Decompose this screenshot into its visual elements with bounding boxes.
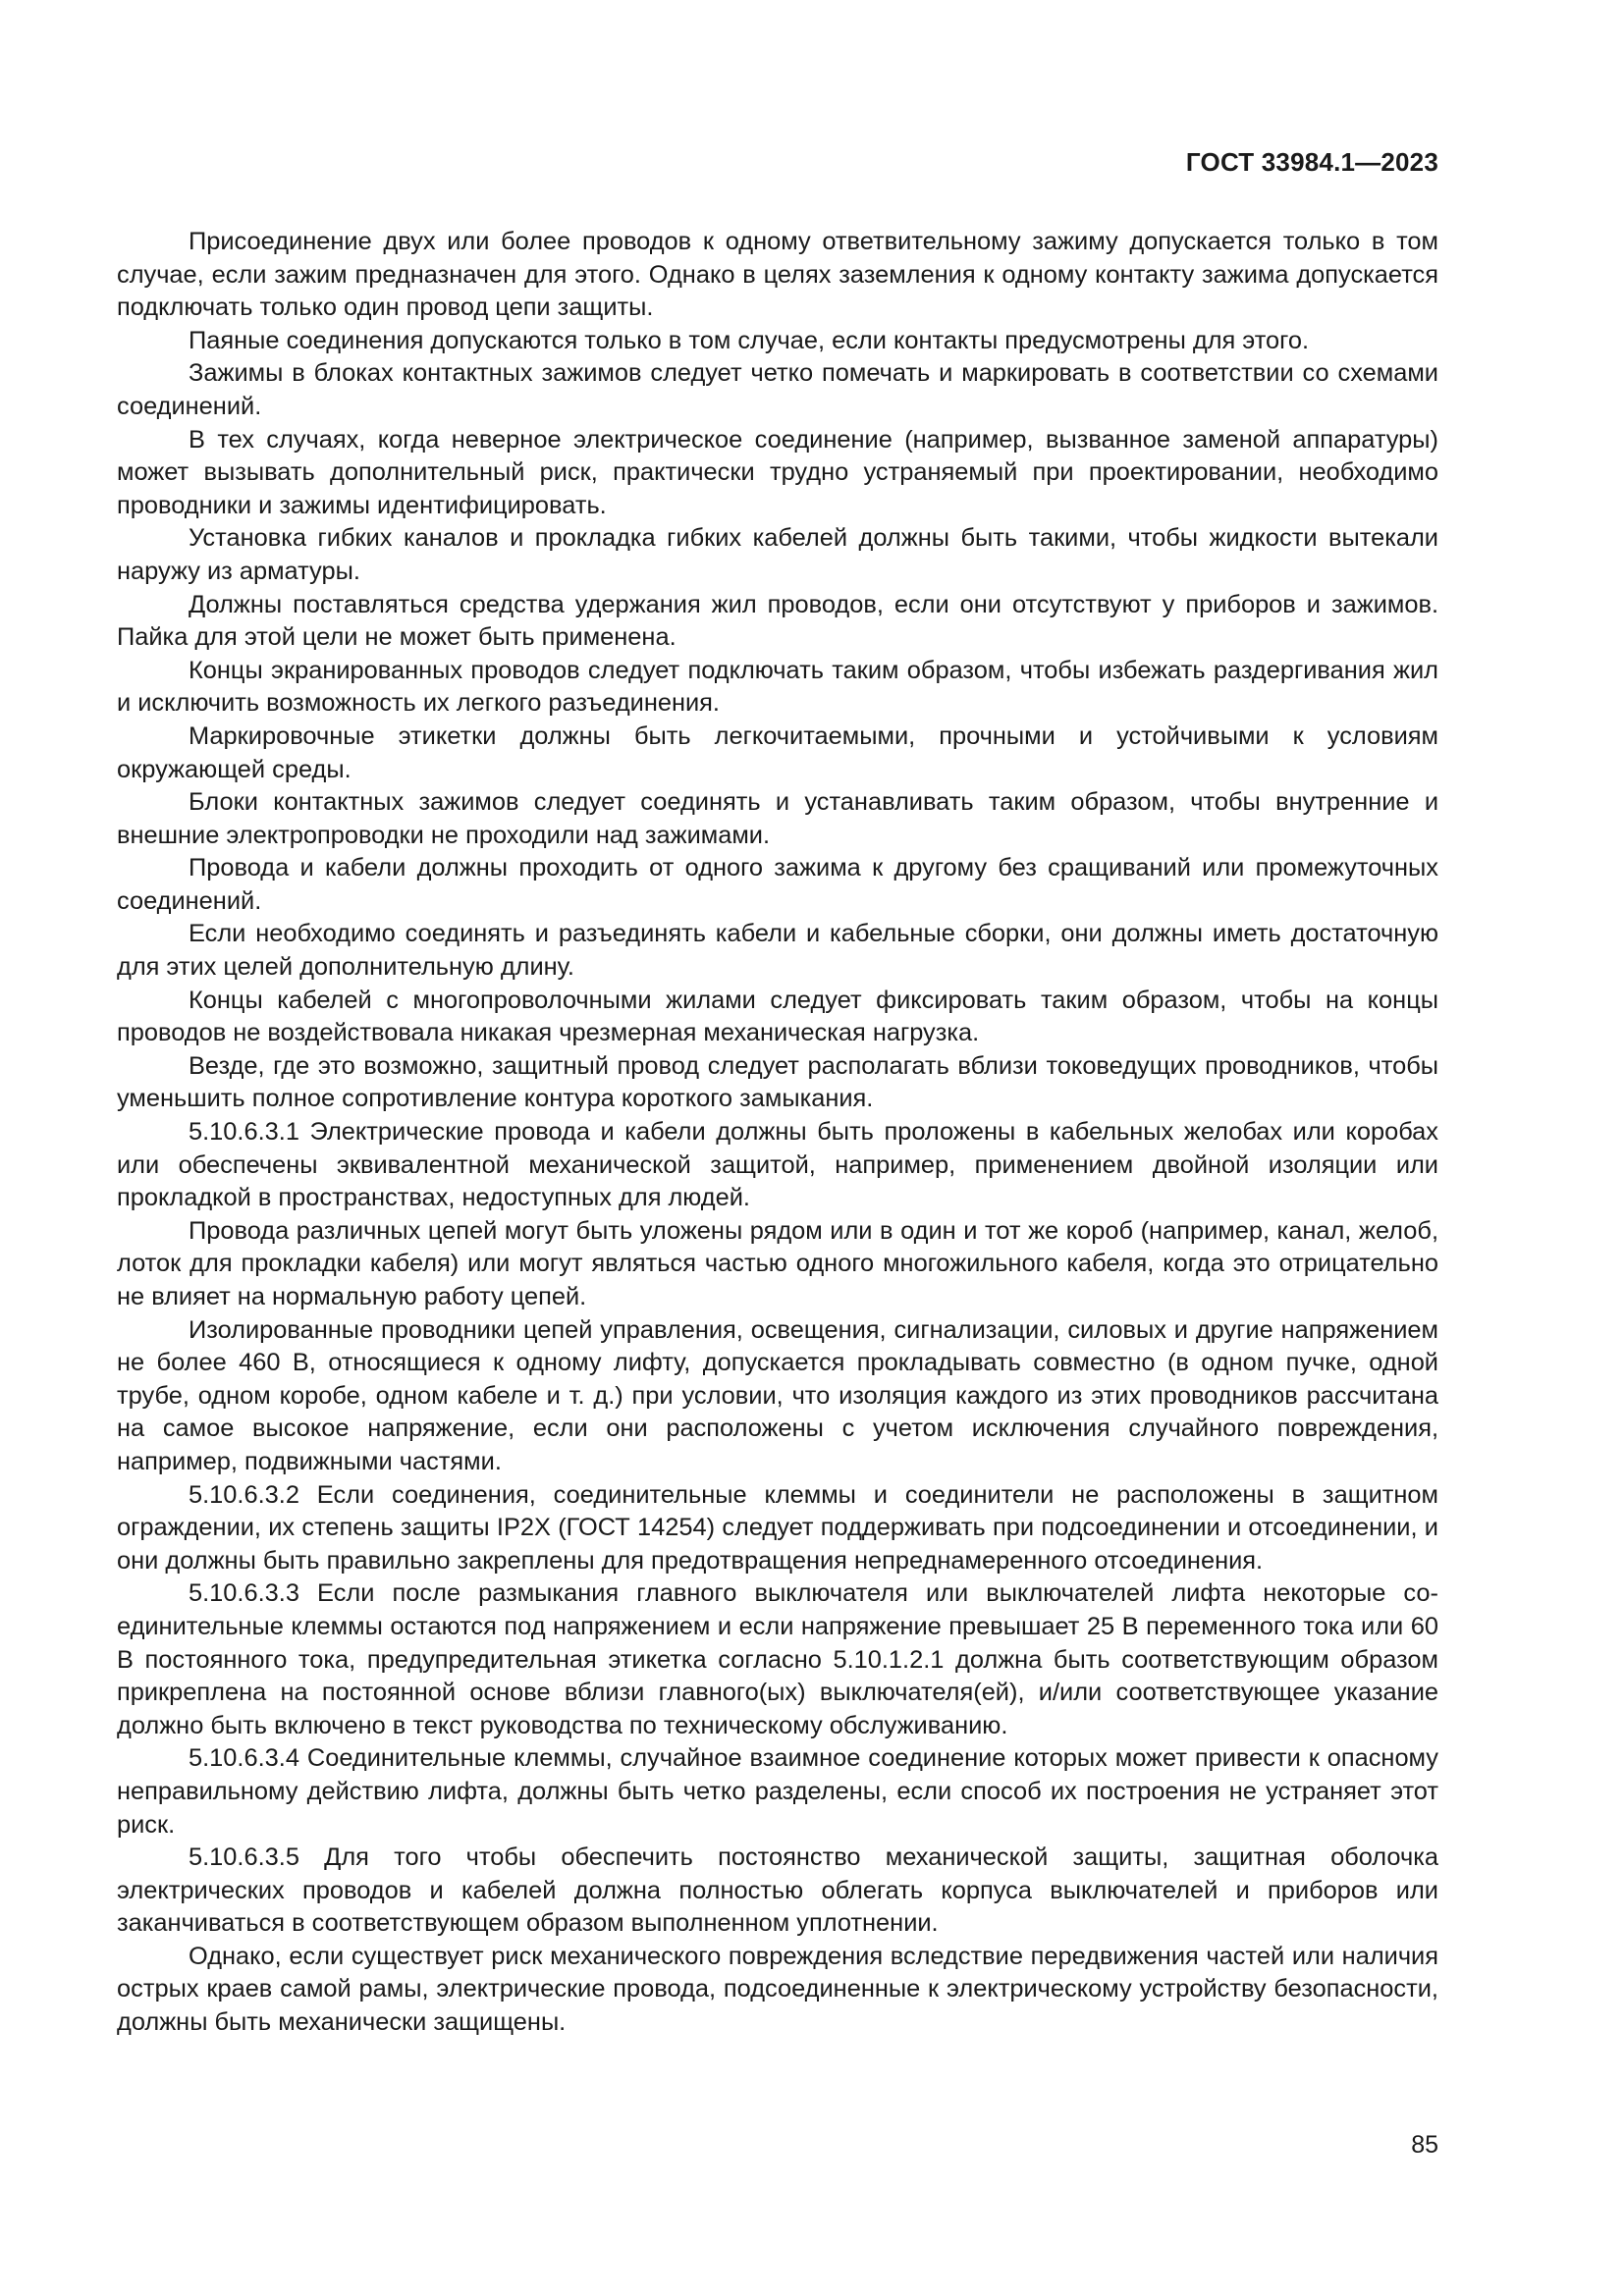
document-code: ГОСТ 33984.1—2023	[1185, 147, 1438, 177]
paragraph-5-10-6-3-2: 5.10.6.3.2 Если соединения, соединительные клеммы и соединители не расположены в защитном ограждении, их степень защиты IP2X (ГОСТ 14254) следует поддерживать при подсоединении и отсоединении, и они должны быть правильно закреплены для предотвращения непреднамеренного отсоединения.	[117, 1480, 1438, 1575]
paragraph: Провода и кабели должны проходить от одного зажима к другому без сращиваний или промежуточных соединений.	[117, 854, 1438, 915]
paragraph: Маркировочные этикетки должны быть легкочитаемыми, прочными и устойчивыми к условиям окружающей среды.	[117, 721, 1438, 783]
paragraph: Везде, где это возможно, защитный провод следует располагать вблизи токоведущих проводников, чтобы уменьшить полное сопротивление контура короткого замыкания.	[117, 1051, 1438, 1113]
paragraph-5-10-6-3-1: 5.10.6.3.1 Электрические провода и кабели должны быть проложены в кабельных желобах или коробах или обеспечены эквивалентной механической защитой, например, применением двойной изоляции или прокладкой в пространствах, недоступных для людей.	[117, 1118, 1438, 1212]
body-text	[117, 226, 1438, 2040]
paragraph-5-10-6-3-5: 5.10.6.3.5 Для того чтобы обеспечить постоянство механической защиты, защитная оболочка электрических проводов и кабелей должна полностью облегать корпуса выключателей и приборов или заканчиваться в соответствующем образом выполненном уплотнении.	[117, 1843, 1438, 1938]
paragraph: Концы кабелей с многопроволочными жилами следует фиксировать таким образом, чтобы на концы проводов не воздействовала никакая чрезмерная механическая нагрузка.	[117, 986, 1438, 1047]
paragraph: Концы экранированных проводов следует подключать таким образом, чтобы избежать раздергивания жил и исключить возможность их легкого разъединения.	[117, 656, 1438, 718]
paragraph: Блоки контактных зажимов следует соединять и устанавливать таким образом, чтобы внутренние и внешние электропроводки не проходили над зажимами.	[117, 788, 1438, 849]
page-number: 85	[1411, 2131, 1438, 2159]
paragraph: Зажимы в блоках контактных зажимов следует четко помечать и маркировать в соответствии со схемами соединений.	[117, 359, 1438, 420]
paragraph: Установка гибких каналов и прокладка гибких кабелей должны быть такими, чтобы жидкости вытекали наружу из арматуры.	[117, 524, 1438, 585]
paragraph-5-10-6-3-3: 5.10.6.3.3 Если после размыкания главного выключателя или выключателей лифта некоторые соединительные клеммы остаются под напряжением и если напряжение превышает 25 В переменного тока или 60 В постоянного тока, предупредительная этикетка согласно 5.10.1.2.1 должна быть соответствующим образом прикреплена на постоянной основе вблизи главного(ых) выключателя(ей), и/или соответствующее указание должно быть включено в текст руководства по техническому обслуживанию.	[117, 1579, 1438, 1739]
paragraph: Должны поставляться средства удержания жил проводов, если они отсутствуют у приборов и зажимов. Пайка для этой цели не может быть применена.	[117, 590, 1438, 652]
paragraph: В тех случаях, когда неверное электрическое соединение (например, вызванное заменой аппаратуры) может вызывать дополнительный риск, практически трудно устраняемый при проектировании, необходимо проводники и зажимы идентифицировать.	[117, 425, 1438, 519]
paragraph: Однако, если существует риск механического повреждения вследствие передвижения частей или наличия острых краев самой рамы, электрические провода, подсоединенные к электрическому устройству безопасности, должны быть механически защищены.	[117, 1942, 1438, 2037]
paragraph: Паяные соединения допускаются только в том случае, если контакты предусмотрены для этого.	[189, 326, 1310, 354]
paragraph: Присоединение двух или более проводов к одному ответвительному зажиму допускается только в том случае, если зажим предназначен для этого. Однако в целях заземления к одному контакту зажима допускается подключать только один провод цепи защиты.	[117, 228, 1438, 322]
paragraph-5-10-6-3-4: 5.10.6.3.4 Соединительные клеммы, случайное взаимное соединение которых может привести к опасному неправильному действию лифта, должны быть четко разделены, если способ их построения не устраняет этот риск.	[117, 1744, 1438, 1839]
paragraph: Провода различных цепей могут быть уложены рядом или в один и тот же короб (например, канал, желоб, лоток для прокладки кабеля) или могут являться частью одного многожильного кабеля, когда это отрицательно не влияет на нормальную работу цепей.	[117, 1216, 1438, 1310]
paragraph: Изолированные проводники цепей управления, освещения, сигнализации, силовых и другие напряжением не более 460 В, относящиеся к одному лифту, допускается прокладывать совместно (в одном пучке, одной трубе, одном коробе, одном кабеле и т. д.) при условии, что изоляция каждого из этих проводников рассчитана на самое высокое напряжение, если они расположены с учетом исключения случайного повреждения, например, подвижными частями.	[117, 1315, 1438, 1475]
paragraph: Если необходимо соединять и разъединять кабели и кабельные сборки, они должны иметь достаточную для этих целей дополнительную длину.	[117, 920, 1438, 982]
